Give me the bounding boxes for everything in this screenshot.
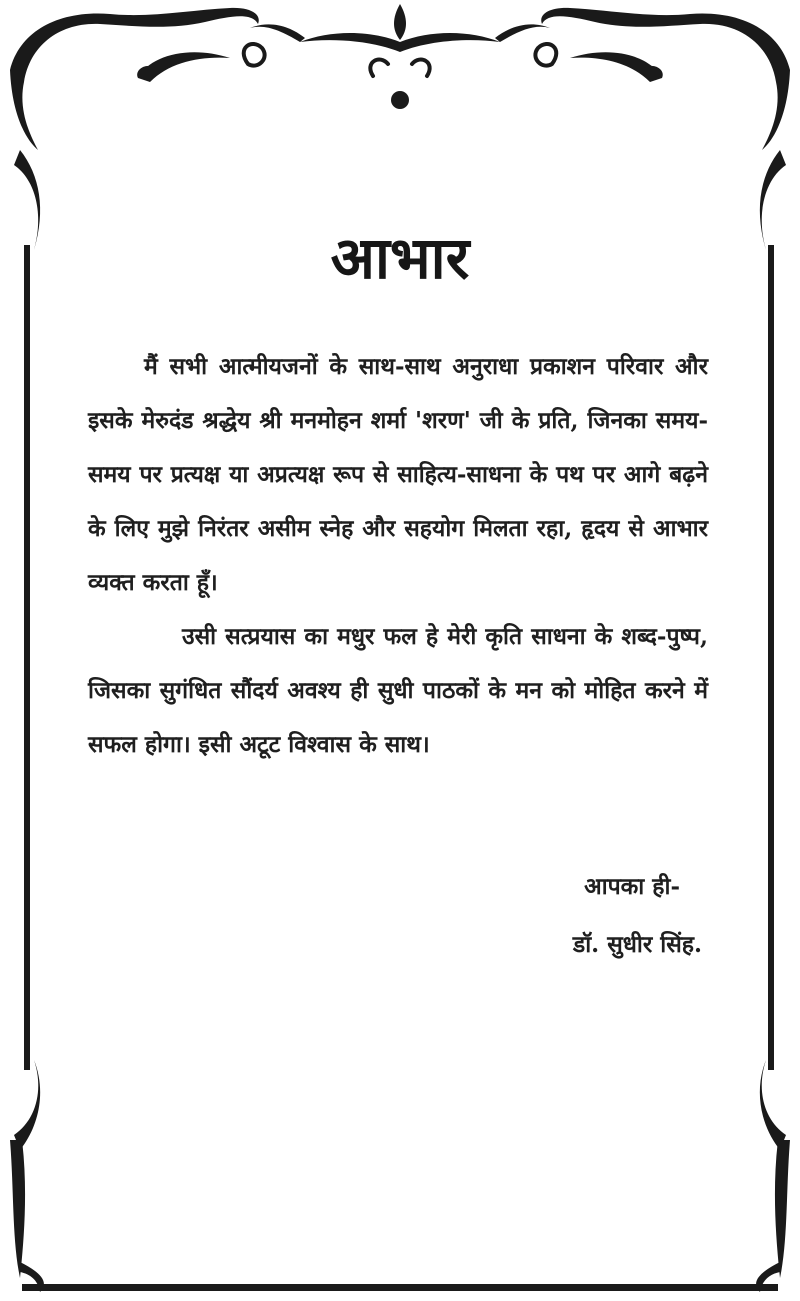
paragraph-2: उसी सत्प्रयास का मधुर फल हे मेरी कृति साधना के शब्द-पुष्प, जिसका सुगंधित सौंदर्य अवश्य ही सुधी पाठकों के मन को मोहित करने में सफल होगा। इसी अटूट विश्वास के साथ। [88, 623, 708, 758]
paragraph-1: मैं सभी आत्मीयजनों के साथ-साथ अनुराधा प्रकाशन परिवार और इसके मेरुदंड श्रद्धेय श्री मनमोहन शर्मा 'शरण' जी के प्रति, जिनका समय-समय पर प्रत्यक्ष या अप्रत्यक्ष रूप से साहित्य-साधना के पथ पर आगे बढ़ने के लिए मुझे निरंतर असीम स्नेह और सहयोग मिलता रहा, हृदय से आभार व्यक्त करता हूँ। [88, 353, 708, 596]
page-title: आभार [330, 224, 470, 292]
body-text [88, 340, 708, 772]
closing-line: आपका ही- [584, 873, 680, 900]
signature: डॉ. सुधीर सिंह. [572, 931, 702, 958]
closing-block [402, 858, 702, 974]
